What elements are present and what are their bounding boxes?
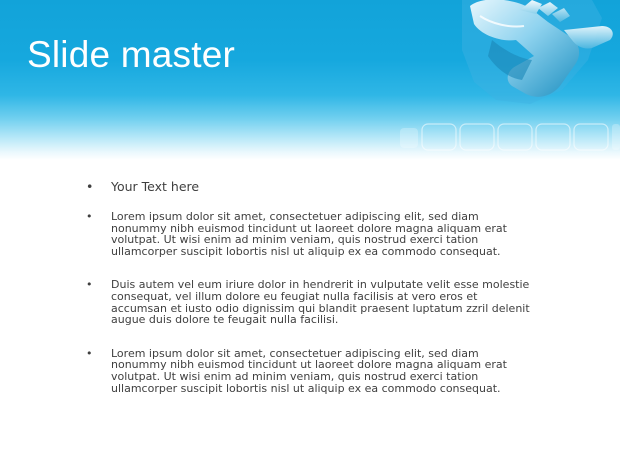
list-item <box>86 279 536 325</box>
list-item <box>86 348 536 394</box>
bullet-text: Your Text here <box>111 179 200 194</box>
bullet-dot: • <box>86 278 93 292</box>
bullet-dot: • <box>86 346 93 360</box>
bullet-text: Lorem ipsum dolor sit amet, consectetuer adipiscing elit, sed diam nonummy nibh euismod tincidunt ut laoreet dolore magna aliquam erat volutpat. Ut wisi enim ad minim veniam, quis nostrud exerci tation ullamcorper suscipit lobortis nisl ut aliquip ex ea commodo consequat. <box>111 210 507 258</box>
list-item <box>86 211 536 257</box>
bullet-list <box>86 180 536 416</box>
slide-title: Slide master <box>27 34 236 75</box>
bullet-text: Duis autem vel eum iriure dolor in hendrerit in vulputate velit esse molestie consequat, vel illum dolore eu feugiat nulla facilisis at vero eros et accumsan et iusto odio dignissim qui blandit praesent luptatum zzril delenit augue duis dolore te feugait nulla facilisi. <box>111 278 530 327</box>
bullet-text: Lorem ipsum dolor sit amet, consectetuer adipiscing elit, sed diam nonummy nibh euismod tincidunt ut laoreet dolore magna aliquam erat volutpat. Ut wisi enim ad minim veniam, quis nostrud exerci tation ullamcorper suscipit lobortis nisl ut aliquip ex ea commodo consequat. <box>111 346 507 395</box>
bullet-dot: • <box>86 210 93 223</box>
list-item <box>86 180 536 194</box>
decorative-grid <box>400 118 620 158</box>
wrench-icon <box>452 0 620 112</box>
bullet-dot: • <box>86 179 94 194</box>
